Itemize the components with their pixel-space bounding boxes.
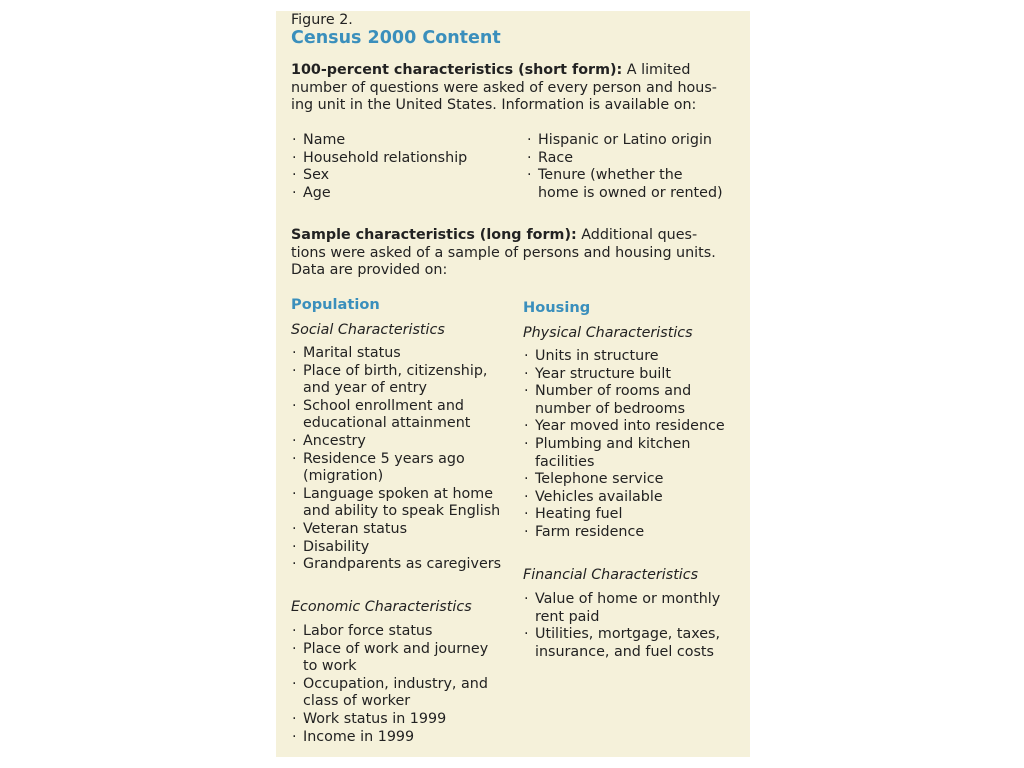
list-item: · Value of home or monthly rent paid [523,591,720,626]
list-item: · Year moved into residence [523,418,725,436]
list-item: · Place of birth, citizenship, and year of entry [291,363,501,398]
long-form-line-2: tions were asked of a sample of persons and housing units. [291,244,716,261]
long-form-line-1: Additional ques- [576,227,698,243]
list-item: · Age [291,185,467,203]
financial-characteristics-heading: Financial Characteristics [523,567,699,583]
list-item: · Year structure built [523,366,725,384]
list-item: · Plumbing and kitchen facilities [523,436,725,471]
short-form-line-2: number of questions were asked of every person and hous- [291,79,717,96]
housing-heading: Housing [523,299,591,316]
social-characteristics-heading: Social Characteristics [291,322,445,338]
list-item: · Labor force status [291,623,488,641]
list-item: · Race [526,150,723,168]
list-item: · Residence 5 years ago (migration) [291,451,501,486]
list-item: · Telephone service [523,471,725,489]
short-form-list-right [526,132,723,202]
list-item: · Household relationship [291,150,467,168]
list-item: · Language spoken at home and ability to speak English [291,486,501,521]
physical-characteristics-list [523,348,725,542]
figure-title: Census 2000 Content [291,28,501,48]
list-item: · Units in structure [523,348,725,366]
list-item: · School enrollment and educational attainment [291,398,501,433]
list-item: · Marital status [291,345,501,363]
long-form-paragraph [291,227,716,280]
list-item: · Work status in 1999 [291,711,488,729]
economic-characteristics-heading: Economic Characteristics [291,599,472,615]
short-form-paragraph [291,62,717,115]
list-item: · Grandparents as caregivers [291,556,501,574]
list-item: · Utilities, mortgage, taxes, insurance, and fuel costs [523,626,720,661]
short-form-line-3: ing unit in the United States. Information is available on: [291,97,697,114]
list-item: · Ancestry [291,433,501,451]
list-item: · Number of rooms and number of bedrooms [523,383,725,418]
figure-panel [276,11,750,757]
economic-characteristics-list [291,623,488,746]
list-item: · Sex [291,167,467,185]
list-item: · Vehicles available [523,489,725,507]
list-item: · Disability [291,539,501,557]
long-form-line-3: Data are provided on: [291,262,448,279]
list-item: · Name [291,132,467,150]
list-item: · Veteran status [291,521,501,539]
list-item: · Income in 1999 [291,729,488,747]
physical-characteristics-heading: Physical Characteristics [523,325,693,341]
long-form-heading: Sample characteristics (long form): [291,227,577,243]
figure-label: Figure 2. [291,12,353,28]
list-item: · Place of work and journey to work [291,641,488,676]
social-characteristics-list [291,345,501,574]
list-item: · Hispanic or Latino origin [526,132,723,150]
short-form-list-left [291,132,467,202]
list-item: · Occupation, industry, and class of worker [291,676,488,711]
population-heading: Population [291,296,380,313]
list-item: · Tenure (whether the home is owned or rented) [526,167,723,202]
financial-characteristics-list [523,591,720,661]
short-form-heading: 100-percent characteristics (short form): [291,62,623,78]
list-item: · Farm residence [523,524,725,542]
short-form-line-1: A limited [622,62,691,78]
list-item: · Heating fuel [523,506,725,524]
